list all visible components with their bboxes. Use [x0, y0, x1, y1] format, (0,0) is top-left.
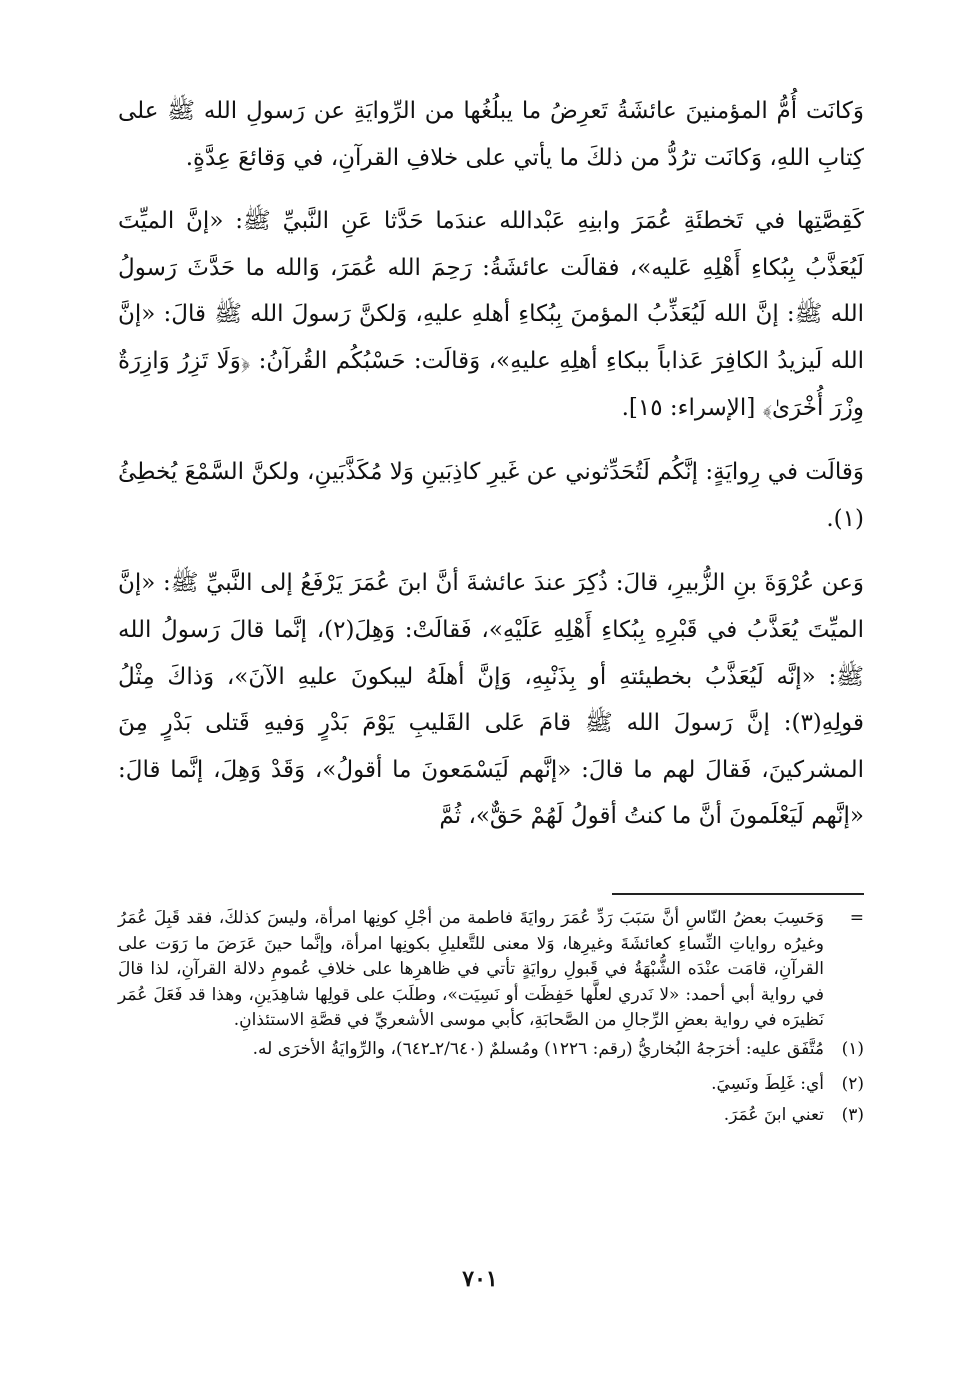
- footnote-3: [118, 1103, 864, 1129]
- paragraph-aisha-review: وَكانَت أُمُّ المؤمنينَ عائشَةُ تَعرِضُ ما يبلُغُها من الرِّوايَةِ عن رَسولِ الله ﷺ على كِتابِ اللهِ، وَكانَت ترُدُّ من ذلكَ ما يأتي على خلافِ القرآنِ، في وَقائعَ عِدَّةٍ.: [118, 98, 864, 171]
- page-number: ٧٠١: [462, 1266, 498, 1292]
- footnote-mark: (٢): [841, 1073, 864, 1094]
- footnote-separator: [612, 893, 864, 895]
- main-text: [118, 88, 864, 858]
- paragraph-urwa: وَعن عُرْوَةَ بنِ الزُّبيرِ، قالَ: ذُكِرَ عندَ عائشةَ أنَّ ابنَ عُمَرَ يَرْفَعُ إلى النَّبيِّ ﷺ: «إنَّ الميِّتَ يُعَذَّبُ في قَبْرِهِ بِبُكاءِ أَهْلِهِ عَلَيْهِ»، فَقالَتْ: وَهِلَ(٢)، إنَّما قالَ رَسولُ الله ﷺ: «إنَّه لَيُعَذَّبُ بخطيئتهِ أو بِذَنْبِهِ، وَإنَّ أهلَهُ ليبكونَ عليهِ الآنَ»، وَذاكَ مِثْلُ قولِهِ(٣): إنَّ رَسولَ الله ﷺ قامَ عَلى القَليبِ يَوْمَ بَدْرٍ وَفيهِ قَتلى بَدْرٍ مِنَ المشركينَ، فَقالَ لهم ما قالَ: «إنَّهم لَيَسْمَعونَ ما أقولُ»، وَقَدْ وَهِلَ، إنَّما قالَ: «إنَّهم لَيَعْلَمونَ أنَّ ما كنتُ أقولُ لَهُمْ حَقٌّ»، ثُمَّ: [118, 570, 865, 830]
- footnote-text: تعني ابنَ عُمَرَ.: [723, 1105, 824, 1126]
- footnote-mark: =: [849, 908, 864, 928]
- footnotes: [118, 906, 864, 1129]
- footnote-text: مُتَّفَق عليه: أخرَجهُ البُخاريُّ (رقم: ١٢٢٦) ومُسلمٌ (٢/٦٤٠ـ٦٤٢)، والرِّوايَةُ الأخرَى له.: [252, 1038, 824, 1059]
- footnote-continued: [118, 906, 864, 1034]
- paragraph-narration: وَقالَت في رِوايَةٍ: إنَّكُم لَتُحَدِّثوني عن غَيرِ كاذِبَينِ وَلا مُكَذَّبَينِ، ولكنَّ السَّمْعَ يُخطِئُ (١).: [118, 459, 864, 532]
- footnote-mark: (٣): [841, 1105, 864, 1126]
- footnote-1: [118, 1037, 864, 1063]
- footnote-mark: (١): [841, 1038, 864, 1059]
- footnote-2: [118, 1072, 864, 1098]
- footnote-text: وَحَسِبَ بعضُ النّاسِ أنَّ سَبَبَ رَدِّ عُمَرَ روايَةَ فاطمة من أجْلِ كونِها امرأة، وليسَ كذلكَ، فقد قَبِلَ عُمَرُ وغيرُه رواياتِ النِّساءِ كعائشَةَ وغيرِها، وَلا معنى للتَّعليلِ بكونِها امرأة، وإنَّما حينَ عَرَضَ ما رَوَت على القرآنِ، قامَت عنْدَه الشُّبْهَةُ في قَبولِ روايَةٍ تأتي في ظاهرِها على خلافِ عُمومِ دلالة القرآنِ، لذا قالَ في رواية أبي أحمد: «لا نَدري لعلَّها حَفِظَت أو نَسِيَت»، وطلَبَ على قولِها شاهِدَينِ، وهذا قد فَعَلَ عُمَر نَظيرَه في رواية بعضِ الرِّجالِ من الصَّحابَةِ، كأبي موسى الأشعريِّ في قصَّةِ الاستئذانِ.: [118, 908, 824, 1031]
- paragraph-umar-story: كَقِصَّتِها في تَخطئَةِ عُمَرَ وابنِهِ عَبْدالله عندَما حَدَّثا عَنِ النَّبيِّ ﷺ: «إنَّ الميِّتَ لَيُعَذَّبُ بِبُكاءِ أَهْلِهِ عَليه»، فقالَت عائشَةُ: رَحِمَ الله عُمَرَ، وَالله ما حَدَّثَ رَسولُ الله ﷺ: إنَّ الله لَيُعَذِّبُ المؤمنَ بِبُكاءِ أهلهِ عليهِ، وَلكنَّ رَسولَ الله ﷺ قالَ: «إنَّ الله لَيزيدُ الكافِرَ عَذاباً ببكاءِ أهلِهِ عليهِ»، وَقالَت: حَسْبُكُم القُرآنُ: ﴿وَلَا تَزِرُ وَازِرَةٌ وِزْرَ أُخْرَىٰ﴾ [الإسراء: ١٥].: [118, 208, 864, 421]
- footnote-text: أي: غَلِطَ ونَسِيَ.: [711, 1073, 824, 1094]
